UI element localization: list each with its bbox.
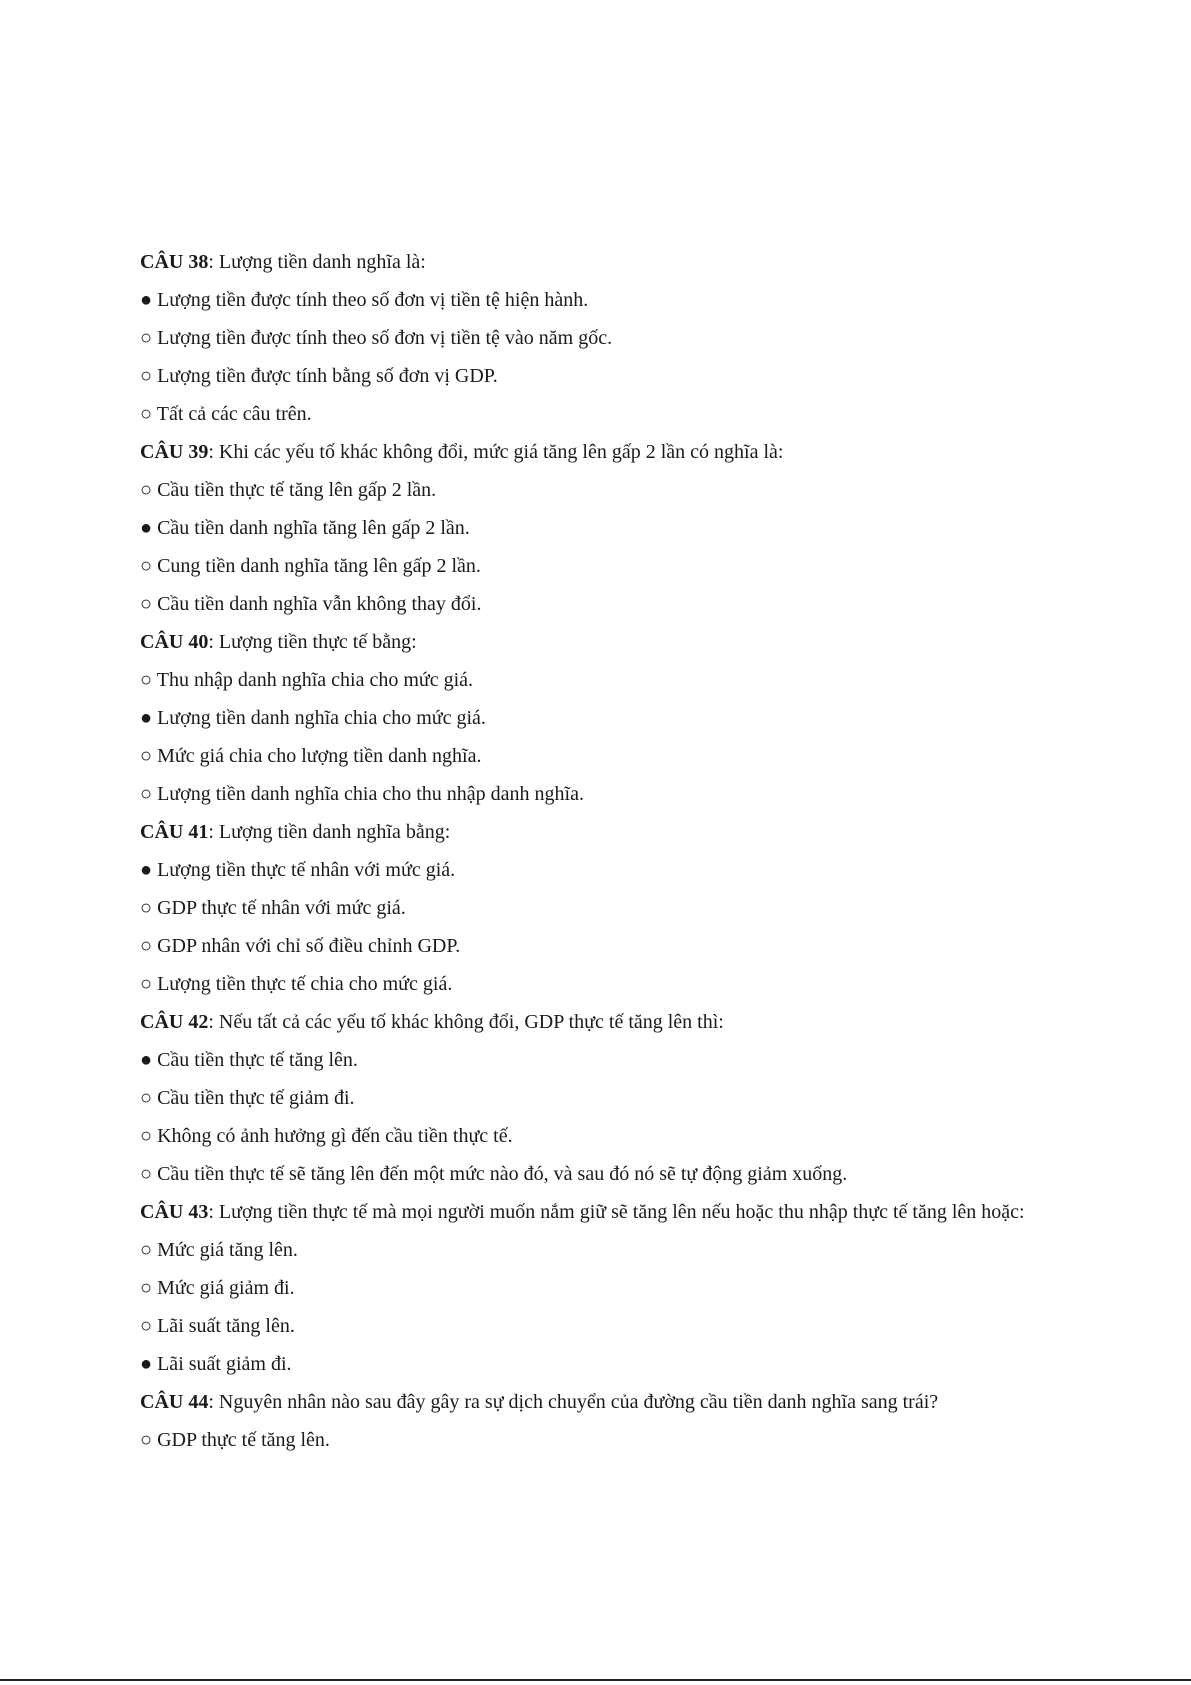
- option-text: GDP thực tế nhân với mức giá.: [157, 897, 406, 919]
- option-text: Lượng tiền danh nghĩa chia cho thu nhập danh nghĩa.: [157, 783, 584, 805]
- selected-radio-icon: ●: [140, 289, 153, 311]
- question-text: : Nếu tất cả các yếu tố khác không đổi, GDP thực tế tăng lên thì:: [208, 1011, 724, 1033]
- question-label: CÂU 42: [140, 1011, 209, 1033]
- selected-radio-icon: ●: [140, 707, 153, 729]
- empty-radio-icon: ○: [140, 745, 153, 767]
- option-text: Mức giá giảm đi.: [157, 1277, 295, 1299]
- option-text: GDP nhân với chỉ số điều chỉnh GDP.: [157, 935, 461, 957]
- empty-radio-icon: ○: [140, 1239, 153, 1261]
- question-39: [140, 433, 1060, 471]
- answer-option: [140, 1421, 1060, 1459]
- answer-option: [140, 547, 1060, 585]
- answer-option: [140, 1345, 1060, 1383]
- question-text: : Nguyên nhân nào sau đây gây ra sự dịch chuyển của đường cầu tiền danh nghĩa sang trái?: [208, 1391, 939, 1413]
- question-label: CÂU 39: [140, 441, 209, 463]
- empty-radio-icon: ○: [140, 783, 153, 805]
- question-40: [140, 623, 1060, 661]
- empty-radio-icon: ○: [140, 1277, 153, 1299]
- option-text: Lượng tiền được tính theo số đơn vị tiền tệ hiện hành.: [157, 289, 589, 311]
- question-text: : Lượng tiền danh nghĩa bằng:: [208, 821, 451, 843]
- option-text: Mức giá tăng lên.: [157, 1239, 298, 1261]
- answer-option: [140, 585, 1060, 623]
- question-41: [140, 813, 1060, 851]
- selected-radio-icon: ●: [140, 1353, 153, 1375]
- question-text: : Lượng tiền thực tế bằng:: [208, 631, 417, 653]
- option-text: Lượng tiền danh nghĩa chia cho mức giá.: [157, 707, 486, 729]
- question-38: [140, 243, 1060, 281]
- option-text: GDP thực tế tăng lên.: [157, 1429, 330, 1451]
- option-text: Thu nhập danh nghĩa chia cho mức giá.: [156, 669, 474, 691]
- empty-radio-icon: ○: [140, 1429, 153, 1451]
- answer-option: [140, 1041, 1060, 1079]
- answer-option: [140, 357, 1060, 395]
- option-text: Cầu tiền thực tế tăng lên gấp 2 lần.: [157, 479, 437, 501]
- question-44: [140, 1383, 1060, 1421]
- empty-radio-icon: ○: [140, 593, 153, 615]
- question-text: : Khi các yếu tố khác không đổi, mức giá tăng lên gấp 2 lần có nghĩa là:: [208, 441, 784, 463]
- empty-radio-icon: ○: [140, 403, 153, 425]
- empty-radio-icon: ○: [140, 1315, 153, 1337]
- question-text: : Lượng tiền thực tế mà mọi người muốn nắm giữ sẽ tăng lên nếu hoặc thu nhập thực tế tăng lên hoặc:: [208, 1201, 1025, 1223]
- answer-option: [140, 927, 1060, 965]
- option-text: Cầu tiền danh nghĩa vẫn không thay đổi.: [157, 593, 482, 615]
- document-body: [140, 243, 1060, 1459]
- option-text: Lãi suất tăng lên.: [157, 1315, 295, 1337]
- empty-radio-icon: ○: [140, 669, 153, 691]
- empty-radio-icon: ○: [140, 935, 153, 957]
- option-text: Cầu tiền thực tế giảm đi.: [157, 1087, 355, 1109]
- option-text: Tất cả các câu trên.: [156, 403, 312, 425]
- answer-option: [140, 1307, 1060, 1345]
- answer-option: [140, 699, 1060, 737]
- empty-radio-icon: ○: [140, 365, 153, 387]
- question-label: CÂU 38: [140, 251, 209, 273]
- answer-option: [140, 471, 1060, 509]
- option-text: Cầu tiền thực tế sẽ tăng lên đến một mức nào đó, và sau đó nó sẽ tự động giảm xuống.: [157, 1163, 848, 1185]
- option-text: Mức giá chia cho lượng tiền danh nghĩa.: [157, 745, 482, 767]
- answer-option: [140, 965, 1060, 1003]
- answer-option: [140, 1155, 1060, 1193]
- answer-option: [140, 1079, 1060, 1117]
- answer-option: [140, 661, 1060, 699]
- answer-option: [140, 281, 1060, 319]
- empty-radio-icon: ○: [140, 1087, 153, 1109]
- question-42: [140, 1003, 1060, 1041]
- empty-radio-icon: ○: [140, 479, 153, 501]
- option-text: Cầu tiền thực tế tăng lên.: [157, 1049, 358, 1071]
- option-text: Cung tiền danh nghĩa tăng lên gấp 2 lần.: [157, 555, 481, 577]
- empty-radio-icon: ○: [140, 973, 153, 995]
- option-text: Không có ảnh hưởng gì đến cầu tiền thực tế.: [157, 1125, 513, 1147]
- question-label: CÂU 41: [140, 821, 209, 843]
- selected-radio-icon: ●: [140, 1049, 153, 1071]
- answer-option: [140, 1117, 1060, 1155]
- answer-option: [140, 737, 1060, 775]
- selected-radio-icon: ●: [140, 859, 153, 881]
- question-label: CÂU 44: [140, 1391, 209, 1413]
- answer-option: [140, 395, 1060, 433]
- empty-radio-icon: ○: [140, 555, 153, 577]
- empty-radio-icon: ○: [140, 897, 153, 919]
- option-text: Cầu tiền danh nghĩa tăng lên gấp 2 lần.: [157, 517, 470, 539]
- empty-radio-icon: ○: [140, 1163, 153, 1185]
- answer-option: [140, 1269, 1060, 1307]
- option-text: Lượng tiền thực tế nhân với mức giá.: [157, 859, 456, 881]
- option-text: Lãi suất giảm đi.: [157, 1353, 292, 1375]
- option-text: Lượng tiền được tính theo số đơn vị tiền tệ vào năm gốc.: [157, 327, 613, 349]
- answer-option: [140, 509, 1060, 547]
- question-43: [140, 1193, 1060, 1231]
- page-bottom-rule: [0, 1679, 1191, 1681]
- answer-option: [140, 889, 1060, 927]
- empty-radio-icon: ○: [140, 327, 153, 349]
- question-text: : Lượng tiền danh nghĩa là:: [208, 251, 426, 273]
- empty-radio-icon: ○: [140, 1125, 153, 1147]
- answer-option: [140, 851, 1060, 889]
- answer-option: [140, 319, 1060, 357]
- answer-option: [140, 775, 1060, 813]
- question-label: CÂU 40: [140, 631, 209, 653]
- question-label: CÂU 43: [140, 1201, 209, 1223]
- option-text: Lượng tiền được tính bằng số đơn vị GDP.: [157, 365, 498, 387]
- answer-option: [140, 1231, 1060, 1269]
- option-text: Lượng tiền thực tế chia cho mức giá.: [157, 973, 453, 995]
- selected-radio-icon: ●: [140, 517, 153, 539]
